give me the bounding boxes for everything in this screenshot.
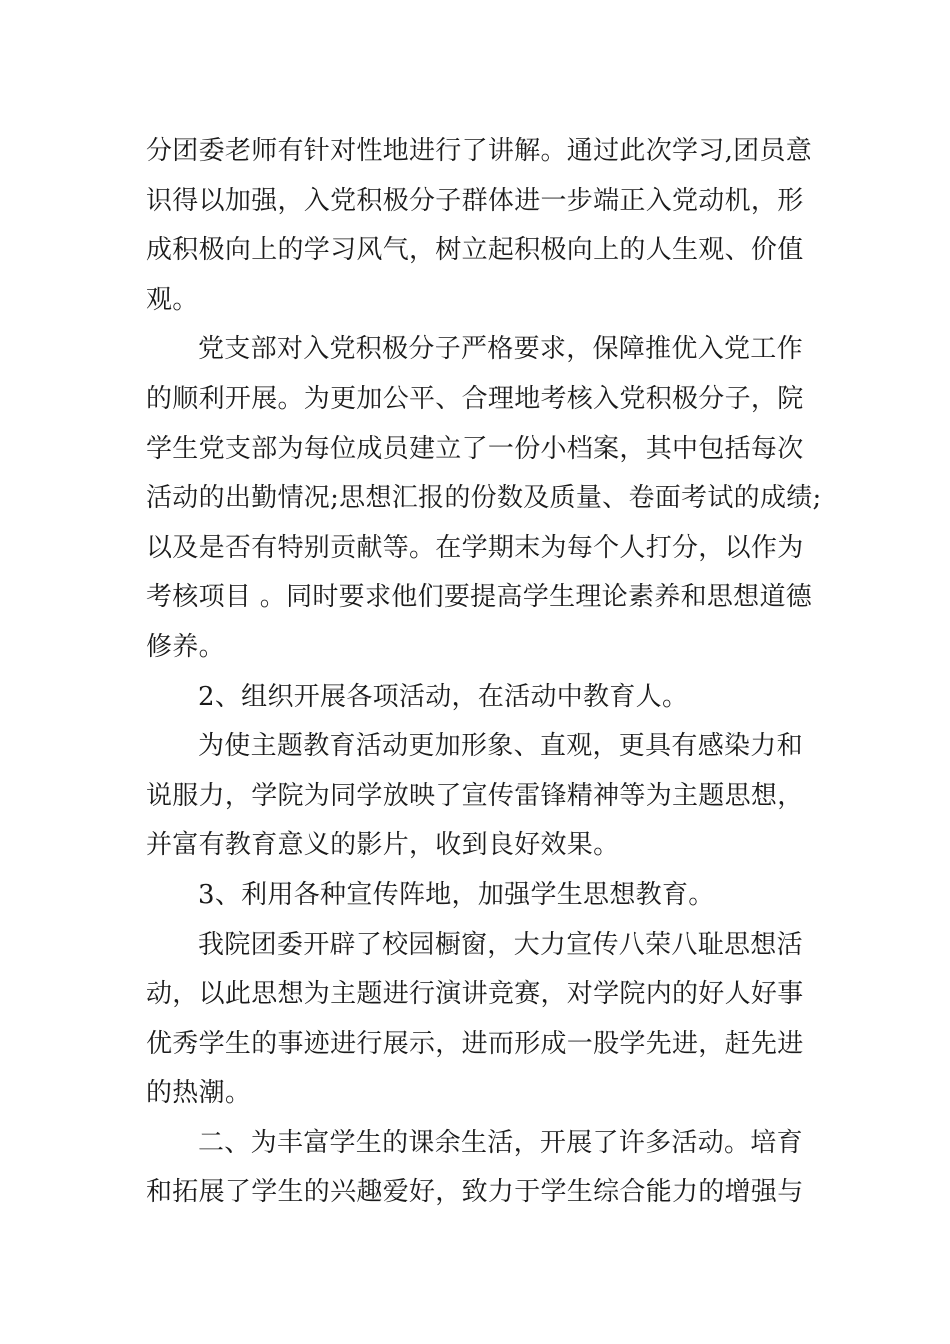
- text-line: 的顺利开展。为更加公平、合理地考核入党积极分子，院: [146, 383, 804, 414]
- text-line: 活动的出勤情况;思想汇报的份数及质量、卷面考试的成绩;: [146, 483, 822, 514]
- text-line: 分团委老师有针对性地进行了讲解。通过此次学习,团员意: [146, 136, 813, 166]
- text-line: 以及是否有特别贡献等。在学期末为每个人打分，以作为: [146, 532, 804, 563]
- text-line: 考核项目 。同时要求他们要提高学生理论素养和思想道德: [146, 582, 813, 613]
- text-line: 修养。: [146, 631, 225, 662]
- text-line: 和拓展了学生的兴趣爱好，致力于学生综合能力的增强与: [146, 1177, 804, 1208]
- text-line: 说服力，学院为同学放映了宣传雷锋精神等为主题思想，: [146, 780, 804, 811]
- text-line: 并富有教育意义的影片，收到良好效果。: [146, 830, 620, 861]
- text-line: 学生党支部为每位成员建立了一份小档案，其中包括每次: [146, 433, 804, 464]
- paragraph-first-line: 党支部对入党积极分子严格要求，保障推优入党工作: [198, 334, 803, 365]
- section-heading: 2、组织开展各项活动，在活动中教育人。: [198, 681, 689, 712]
- text-line: 动，以此思想为主题进行演讲竞赛，对学院内的好人好事: [146, 979, 804, 1010]
- text-line: 识得以加强，入党积极分子群体进一步端正入党动机，形: [146, 185, 804, 216]
- paragraph-first-line: 为使主题教育活动更加形象、直观，更具有感染力和: [198, 731, 803, 762]
- text-line: 的热潮。: [146, 1078, 252, 1109]
- text-line: 优秀学生的事迹进行展示，进而形成一股学先进，赶先进: [146, 1028, 804, 1059]
- text-line: 观。: [146, 284, 199, 315]
- text-line: 成积极向上的学习风气，树立起积极向上的人生观、价值: [146, 235, 804, 266]
- section-heading: 二、为丰富学生的课余生活，开展了许多活动。培育: [198, 1127, 803, 1158]
- paragraph-first-line: 我院团委开辟了校园橱窗，大力宣传八荣八耻思想活: [198, 929, 803, 960]
- section-heading: 3、利用各种宣传阵地，加强学生思想教育。: [198, 879, 715, 910]
- document-body: [146, 127, 822, 1218]
